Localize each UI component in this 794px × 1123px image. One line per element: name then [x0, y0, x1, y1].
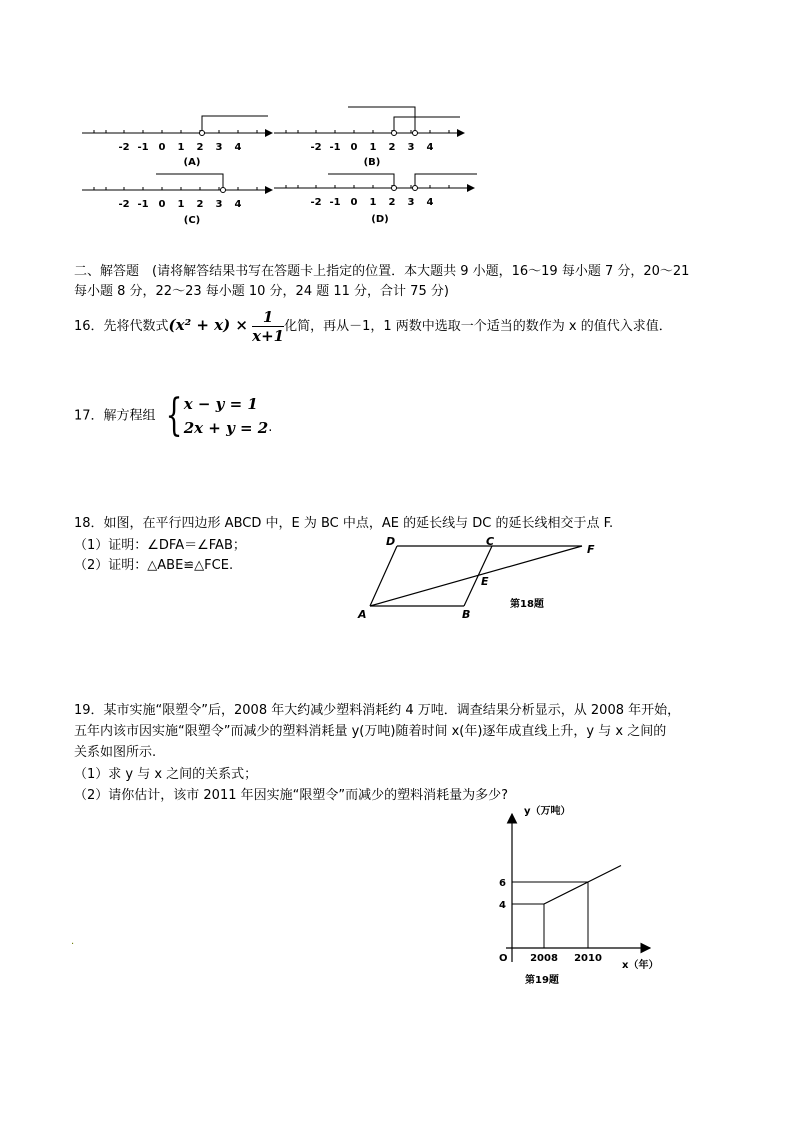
question-19-part-1: （1）求 y 与 x 之间的关系式； — [74, 767, 258, 782]
question-19-line-1: 19．某市实施“限塑令”后，2008 年大约减少塑料消耗约 4 万吨．调查结果分析显示，从 2008 年开始， — [74, 703, 681, 718]
section-line-1: 二、解答题 (请将解答结果书写在答题卡上指定的位置．本大题共 9 小题，16～19 每小题 7 分，20～21 — [74, 264, 690, 279]
tick-label: -2 — [118, 199, 130, 210]
tick-label: -2 — [310, 197, 322, 208]
q17-equation-system — [160, 392, 273, 440]
q17-period: . — [268, 420, 273, 435]
tick-label: 3 — [215, 199, 223, 210]
label-a: A — [358, 608, 367, 621]
tick-label: 1 — [177, 199, 185, 210]
number-line-c[interactable] — [82, 174, 272, 226]
q16-suffix: 化简，再从－1，1 两数中选取一个适当的数作为 x 的值代入求值． — [284, 319, 672, 334]
question-18-part-2: （2）证明：△ABE≌△FCE. — [74, 558, 234, 573]
label-b: B — [462, 608, 471, 621]
number-line-b[interactable] — [274, 107, 464, 168]
y-tick-label: 6 — [499, 878, 506, 889]
tick-label: 1 — [369, 142, 377, 153]
x-axis-label: x（年） — [622, 960, 659, 971]
q16-prefix: 16．先将代数式 — [74, 319, 169, 334]
option-label-a: (A) — [183, 157, 201, 168]
number-line-a[interactable] — [82, 116, 272, 168]
question-17 — [74, 392, 272, 441]
x-tick-label: 2010 — [574, 953, 602, 964]
tick-label: 3 — [407, 142, 415, 153]
label-f: F — [587, 543, 595, 556]
tick-label: 2 — [196, 142, 204, 153]
option-label-c: (C) — [183, 215, 201, 226]
section-line-2: 每小题 8 分，22～23 每小题 10 分，24 题 11 分，合计 75 分) — [74, 284, 449, 299]
tick-label: 2 — [388, 142, 396, 153]
figure-caption: 第18题 — [510, 599, 544, 610]
chart-title: 第19题 — [525, 975, 559, 986]
tick-label: -1 — [329, 197, 341, 208]
option-label-d: (D) — [371, 214, 389, 225]
tick-label: -2 — [118, 142, 130, 153]
tick-label: 4 — [234, 199, 242, 210]
brace-icon: { — [165, 390, 183, 441]
q16-frac-numerator: 1 — [252, 308, 284, 327]
question-18-stem: 18．如图，在平行四边形 ABCD 中，E 为 BC 中点，AE 的延长线与 DC 的延长线相交于点 F. — [74, 516, 614, 531]
q17-equation-2: 2x + y = 2 — [183, 419, 269, 437]
q19-line-chart — [470, 800, 680, 990]
question-19-part-2: （2）请你估计，该市 2011 年因实施“限塑令”而减少的塑料消耗量为多少? — [74, 788, 508, 803]
label-d: D — [386, 535, 396, 548]
tick-label: 2 — [196, 199, 204, 210]
question-19-line-3: 关系如图所示. — [74, 745, 157, 760]
q17-prefix: 17．解方程组 — [74, 408, 156, 424]
section-heading — [74, 262, 689, 302]
tick-label: 1 — [177, 142, 185, 153]
q17-equation-1: x − y = 1 — [183, 395, 258, 413]
option-label-b: (B) — [363, 157, 381, 168]
label-e: E — [481, 575, 489, 588]
series-line — [544, 866, 621, 905]
tick-label: 4 — [426, 197, 434, 208]
question-19-line-2: 五年内该市因实施“限塑令”而减少的塑料消耗量 y(万吨)随着时间 x(年)逐年成直线上升，y 与 x 之间的 — [74, 724, 667, 739]
tick-label: 0 — [158, 199, 166, 210]
tick-label: 0 — [350, 142, 358, 153]
question-16 — [74, 305, 672, 347]
tick-label: 1 — [369, 197, 377, 208]
tick-label: 3 — [215, 142, 223, 153]
number-line-d[interactable] — [274, 174, 477, 225]
tick-label: 2 — [388, 197, 396, 208]
q16-expression: (x² + x) × — [168, 316, 248, 334]
x-tick-label: 2008 — [530, 953, 558, 964]
tick-label: 0 — [158, 142, 166, 153]
origin-label: O — [499, 953, 508, 964]
q16-fraction — [252, 308, 284, 345]
tick-label: 0 — [350, 197, 358, 208]
stray-dot: . — [71, 936, 75, 947]
label-c: C — [486, 535, 495, 548]
tick-label: 4 — [234, 142, 242, 153]
number-line-options — [78, 100, 488, 230]
tick-label: -2 — [310, 142, 322, 153]
side-da — [370, 546, 397, 606]
tick-label: 4 — [426, 142, 434, 153]
line-af — [370, 546, 582, 606]
q18-parallelogram-figure — [350, 533, 610, 623]
tick-label: -1 — [329, 142, 341, 153]
q16-frac-denominator: x+1 — [252, 327, 285, 345]
tick-label: -1 — [137, 199, 149, 210]
tick-label: 3 — [407, 197, 415, 208]
tick-label: -1 — [137, 142, 149, 153]
y-tick-label: 4 — [499, 900, 506, 911]
y-axis-label: y（万吨） — [524, 806, 571, 817]
question-18-part-1: （1）证明：∠DFA＝∠FAB； — [74, 538, 246, 553]
